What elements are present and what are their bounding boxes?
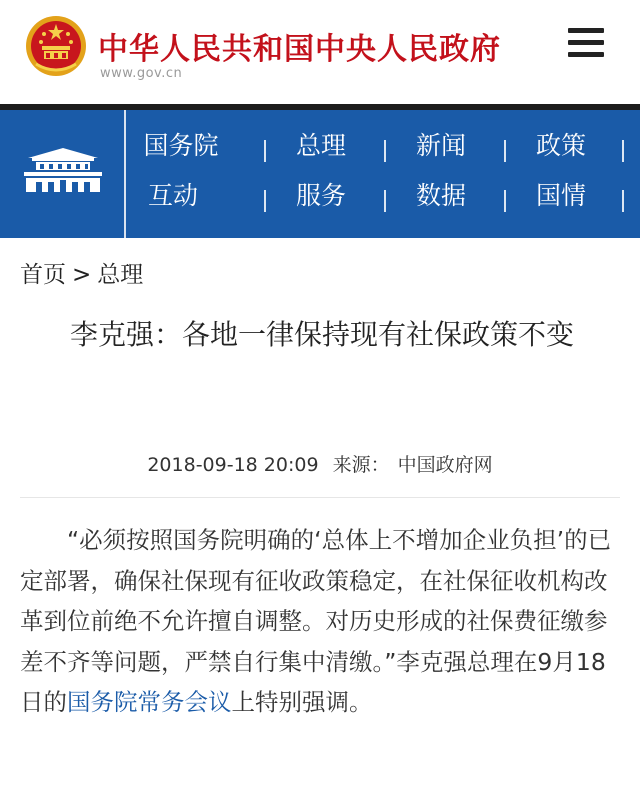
nav-item-xinwen[interactable]: 新闻 xyxy=(415,131,466,160)
nav-item-guowuyuan[interactable]: 国务院 xyxy=(143,131,219,160)
article-title: 李克强：各地一律保持现有社保政策不变 xyxy=(69,318,574,351)
nav-grid xyxy=(128,110,640,238)
site-url: www.gov.cn xyxy=(100,66,183,81)
meta-divider xyxy=(20,497,620,498)
nav-item-zhengce[interactable]: 政策 xyxy=(535,131,586,160)
article-meta xyxy=(0,450,640,477)
nav-separator xyxy=(384,140,386,162)
site-header xyxy=(0,0,640,104)
breadcrumb-separator: > xyxy=(72,262,92,288)
nav-home-button[interactable] xyxy=(0,110,126,238)
nav-item-zongli[interactable]: 总理 xyxy=(295,131,346,160)
site-title: 中华人民共和国中央人民政府 xyxy=(98,32,501,67)
nav-separator xyxy=(504,190,506,212)
article-date: 2018-09-18 20:09 xyxy=(147,454,319,476)
nav-separator xyxy=(622,190,624,212)
nav-separator xyxy=(504,140,506,162)
nav-item-guoqing[interactable]: 国情 xyxy=(535,181,586,210)
nav-item-shuju[interactable]: 数据 xyxy=(415,181,466,210)
nav-separator xyxy=(264,140,266,162)
article-source-label: 来源： xyxy=(332,454,390,476)
tiananmen-icon xyxy=(22,146,104,196)
breadcrumb-current-link[interactable]: 总理 xyxy=(97,262,144,288)
nav-separator xyxy=(622,140,624,162)
article-inline-link[interactable]: 国务院常务会议 xyxy=(67,688,232,716)
article-body-text-end: 上特别强调。 xyxy=(231,688,373,716)
breadcrumb-home-link[interactable]: 首页 xyxy=(20,262,66,288)
breadcrumb xyxy=(20,256,143,289)
nav-separator xyxy=(384,190,386,212)
national-emblem-icon[interactable] xyxy=(24,14,88,78)
article-body-text: “必须按照国务院明确的‘总体上不增加企业负担’的已定部署，确保社保现有征收政策稳定，在社保征收机构改革到位前绝不允许擅自调整。对历史形成的社保费征缴参差不齐等问题，严禁自行集中清缴。”李克强总理在9月18日的 xyxy=(20,526,612,716)
nav-separator xyxy=(264,190,266,212)
nav-item-fuwu[interactable]: 服务 xyxy=(295,181,346,210)
nav-item-hudong[interactable]: 互动 xyxy=(147,181,198,210)
article-source: 中国政府网 xyxy=(397,454,493,476)
main-nav xyxy=(0,110,640,238)
hamburger-menu-icon[interactable] xyxy=(568,28,608,64)
article-paragraph xyxy=(20,520,620,723)
